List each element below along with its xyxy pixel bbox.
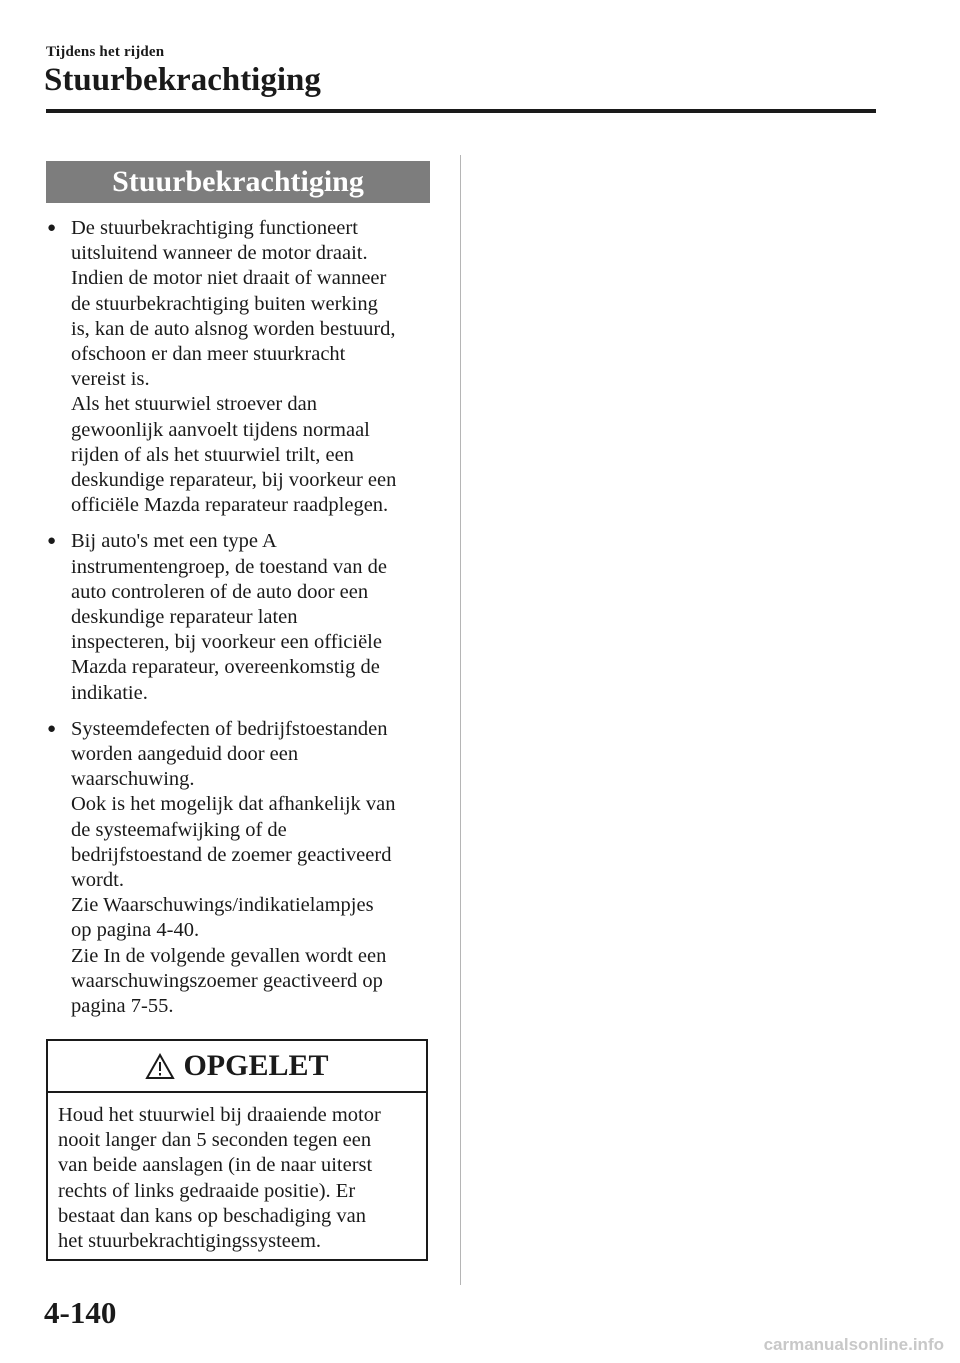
bullet-icon: ● [47,720,57,737]
column-divider [460,155,461,1285]
chapter-label: Tijdens het rijden [46,44,165,60]
bullet-list [46,216,446,1030]
watermark: carmanualsonline.info [763,1335,944,1354]
caution-box [46,1039,428,1261]
bullet-icon: ● [47,533,57,550]
page-title: Stuurbekrachtiging [44,62,321,98]
page-number: 4-140 [44,1295,117,1330]
bullet-text: De stuurbekrachtiging functioneert uitsluitend wanneer de motor draait. Indien de motor niet draait of wanneer de stuurbekrachtiging buiten werking is, kan de auto alsnog worden bestuurd, ofschoon er dan meer stuurkracht vereist is. Als het stuurwiel stroever dan gewoonlijk aanvoelt tijdens normaal rijden of als het stuurwiel trilt, een deskundige reparateur, bij voorkeur een officiële Mazda reparateur raadplegen. [71,217,397,517]
list-item [46,529,446,705]
list-item [46,717,446,1019]
caution-title: OPGELET [183,1049,329,1082]
caution-text: Houd het stuurwiel bij draaiende motor nooit langer dan 5 seconden tegen een van beide aanslagen (in de naar uiterst rechts of links gedraaide positie). Er bestaat dan kans op beschadiging van het stuurbekrachtigingssysteem. [58,1104,381,1253]
section-heading: Stuurbekrachtiging [46,161,430,203]
bullet-text: Bij auto's met een type A instrumentengroep, de toestand van de auto controleren of de auto door een deskundige reparateur laten inspecteren, bij voorkeur een officiële Mazda reparateur, overeenkomstig de indikatie. [71,530,387,704]
header-divider [46,109,876,113]
list-item [46,216,446,518]
bullet-icon: ● [47,220,57,236]
bullet-text: Systeemdefecten of bedrijfstoestanden worden aangeduid door een waarschuwing. Ook is het mogelijk dat afhankelijk van de systeemafwijking of de bedrijfstoestand de zoemer geactiveerd wordt. Zie Waarschuwings/indikatielampjes op pagina 4-40. Zie In de volgende gevallen wordt een waarschuwingszoemer geactiveerd op pagina 7-55. [71,717,396,1018]
warning-triangle-icon [145,1053,175,1080]
caution-header [48,1041,426,1093]
